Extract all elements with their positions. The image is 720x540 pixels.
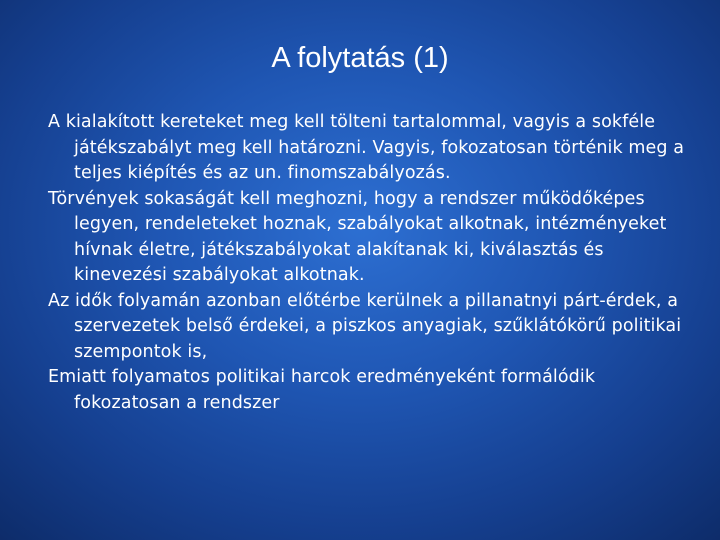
body-paragraph-4: Emiatt folyamatos politikai harcok eredményeként formálódik fokozatosan a rendszer <box>48 367 596 413</box>
slide-title: A folytatás (1) <box>271 42 449 74</box>
body-paragraph-3: Az idők folyamán azonban előtérbe kerülnek a pillanatnyi párt-érdek, a szervezetek belső érdekei, a piszkos anyagiak, szűklátókörű politikai szempontok is, <box>48 290 682 362</box>
body-paragraph-2: Törvények sokaságát kell meghozni, hogy a rendszer működőképes legyen, rendeleteket hoznak, szabályokat alkotnak, intézményeket hívnak életre, játékszabályokat alakítanak ki, kiválasztás és kinevezési szabályokat alkotnak. <box>48 188 667 285</box>
slide-body <box>48 110 698 416</box>
body-paragraph-1: A kialakított kereteket meg kell tölteni tartalommal, vagyis a sokféle játékszabályt meg kell határozni. Vagyis, fokozatosan történik meg a teljes kiépítés és az un. finomszabályozás. <box>48 112 685 183</box>
